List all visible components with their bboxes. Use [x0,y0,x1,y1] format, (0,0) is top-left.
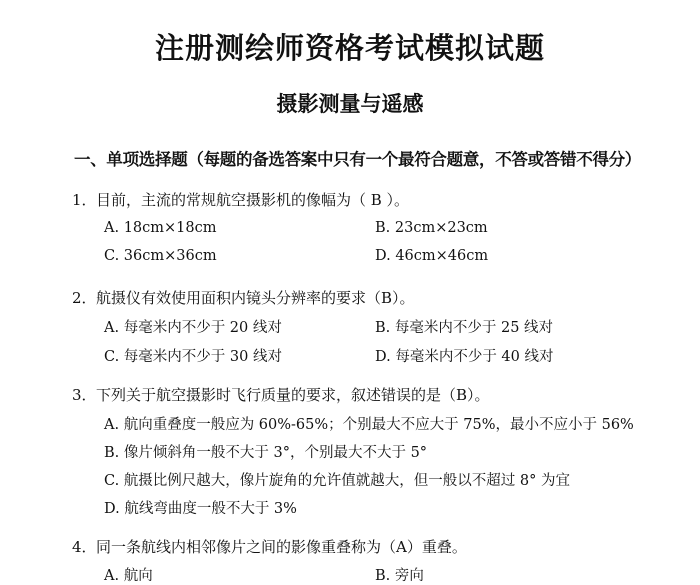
question-3-option-a: A. 航向重叠度一般应为 60%-65%；个别最大不应大于 75%，最小不应小于 56% [104,417,634,433]
question-1-option-c: C. 36cm×36cm [104,248,217,264]
section-heading: 一、单项选择题（每题的备选答案中只有一个最符合题意，不答或答错不得分） [74,150,642,169]
question-4-option-b: B. 旁向 [375,568,424,584]
question-3-option-c: C. 航摄比例尺越大，像片旋角的允许值就越大，但一般以不超过 8° 为宜 [104,473,570,489]
question-number: 3． [72,386,97,404]
question-text: 下列关于航空摄影时飞行质量的要求，叙述错误的是（B）。 [96,386,490,404]
question-text: 航摄仪有效使用面积内镜头分辨率的要求（B）。 [96,289,415,307]
question-3-stem [72,384,692,405]
page-title: 注册测绘师资格考试模拟试题 [154,31,545,65]
question-3-option-b: B. 像片倾斜角一般不大于 3°，个别最大不大于 5° [104,445,428,461]
question-2-option-d: D. 每毫米内不少于 40 线对 [375,349,554,365]
question-2-option-b: B. 每毫米内不少于 25 线对 [375,320,554,336]
question-2-option-c: C. 每毫米内不少于 30 线对 [104,349,282,365]
question-3-option-d: D. 航线弯曲度一般不大于 3% [104,501,297,517]
question-text: 同一条航线内相邻像片之间的影像重叠称为（A）重叠。 [96,538,467,556]
question-number: 1． [72,191,97,209]
page-subtitle: 摄影测量与遥感 [276,91,424,116]
question-2-stem [72,287,692,308]
question-1-stem [72,189,692,210]
question-number: 2． [72,289,97,307]
question-2-option-a: A. 每毫米内不少于 20 线对 [104,320,282,336]
question-4-option-a: A. 航向 [104,568,153,584]
question-1-option-d: D. 46cm×46cm [375,248,489,264]
question-1-option-a: A. 18cm×18cm [104,220,217,236]
question-4-stem [72,536,692,557]
question-text: 目前，主流的常规航空摄影机的像幅为（ B ）。 [96,191,410,209]
question-number: 4． [72,538,97,556]
question-1-option-b: B. 23cm×23cm [375,220,488,236]
